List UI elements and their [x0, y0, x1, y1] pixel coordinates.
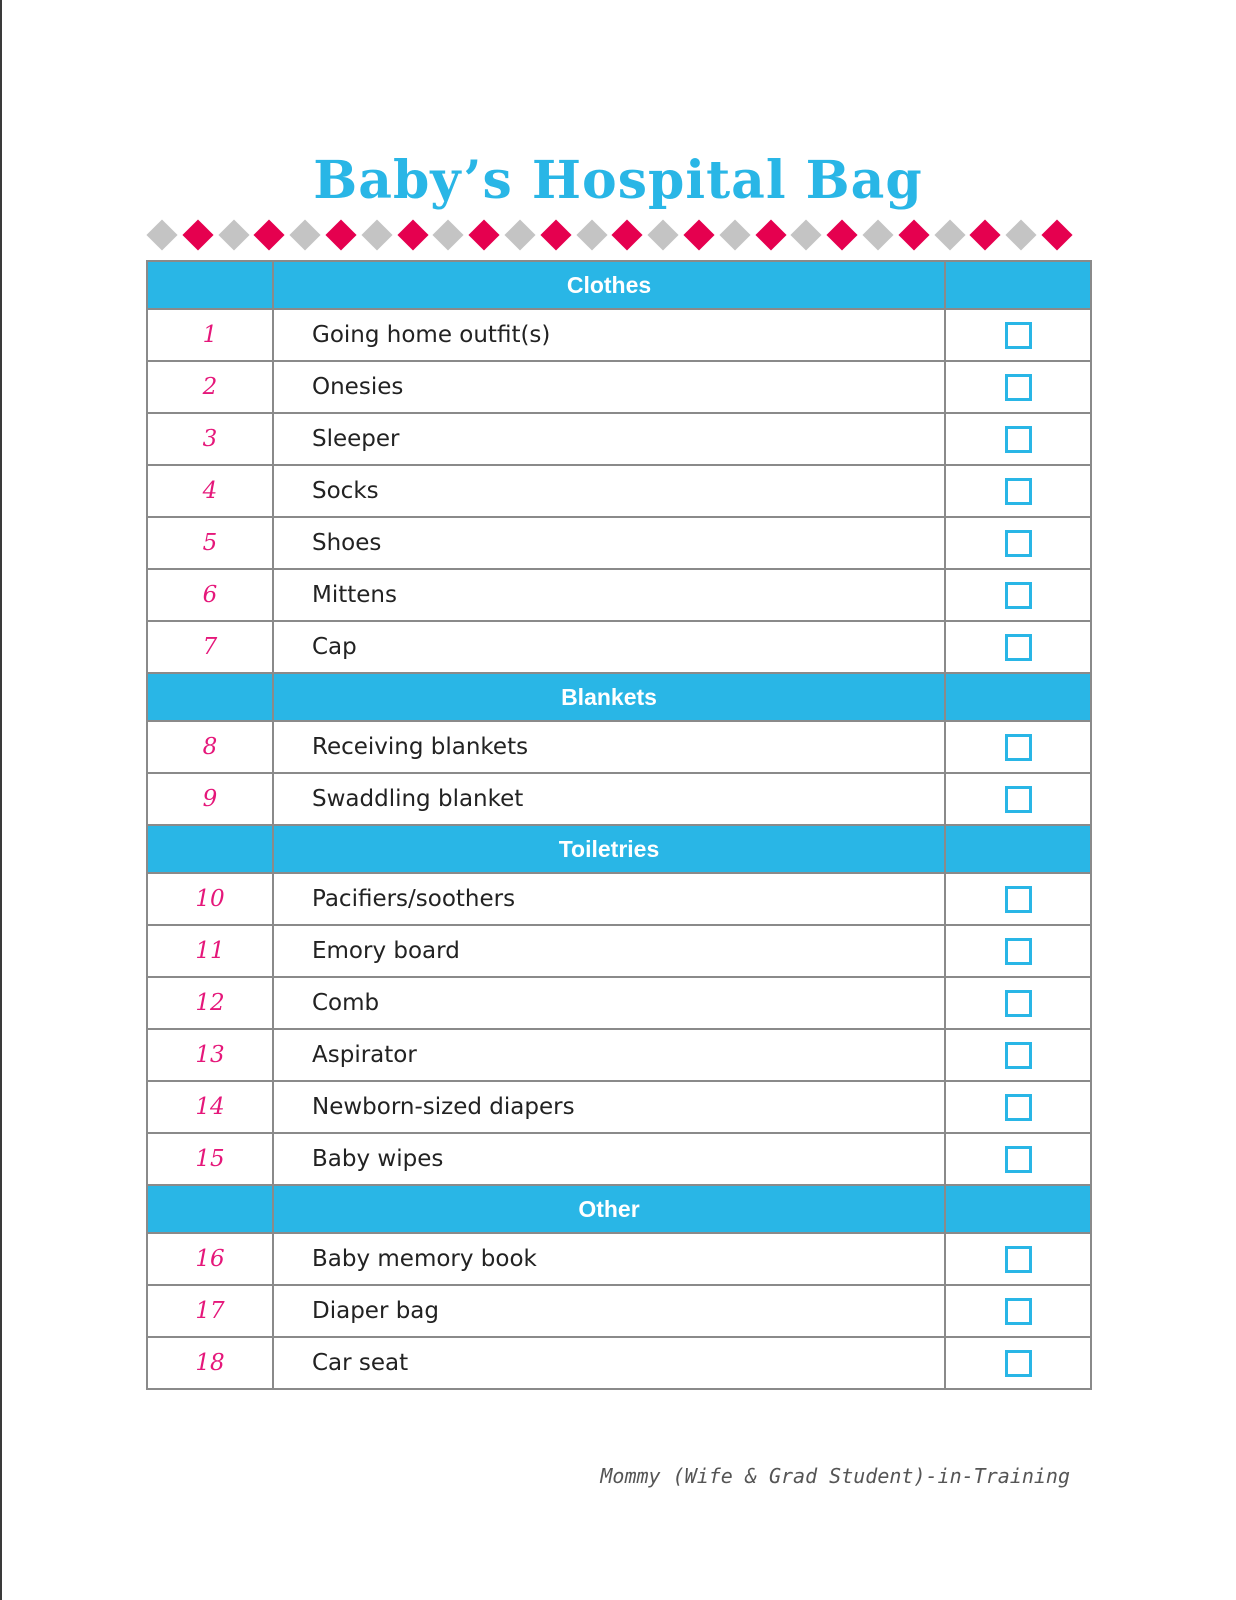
item-number: 14 [147, 1081, 273, 1133]
item-label: Sleeper [273, 413, 945, 465]
item-label: Newborn-sized diapers [273, 1081, 945, 1133]
checkbox[interactable] [1005, 478, 1032, 505]
diamond-pink [683, 219, 714, 250]
item-number: 16 [147, 1233, 273, 1285]
item-number: 1 [147, 309, 273, 361]
item-check-cell [945, 1337, 1091, 1389]
item-number: 15 [147, 1133, 273, 1185]
page-title: Baby’s Hospital Bag [313, 150, 923, 211]
checkbox[interactable] [1005, 786, 1032, 813]
checklist-row [147, 621, 1091, 673]
checklist-row [147, 517, 1091, 569]
checkbox[interactable] [1005, 938, 1032, 965]
diamond-gray [1006, 219, 1037, 250]
checklist-row [147, 413, 1091, 465]
diamond-pink [469, 219, 500, 250]
item-label: Aspirator [273, 1029, 945, 1081]
checklist-row [147, 569, 1091, 621]
item-label: Going home outfit(s) [273, 309, 945, 361]
checklist-row [147, 773, 1091, 825]
item-check-cell [945, 1081, 1091, 1133]
diamond-pink [755, 219, 786, 250]
checklist-row [147, 873, 1091, 925]
item-number: 4 [147, 465, 273, 517]
checkbox[interactable] [1005, 530, 1032, 557]
section-header-blank [945, 261, 1091, 309]
section-header-row [147, 825, 1091, 873]
checklist-table [146, 260, 1092, 1390]
section-header-blank [147, 825, 273, 873]
item-label: Mittens [273, 569, 945, 621]
checkbox[interactable] [1005, 582, 1032, 609]
diamond-gray [791, 219, 822, 250]
diamond-gray [504, 219, 535, 250]
diamond-pink [612, 219, 643, 250]
checklist-row [147, 1081, 1091, 1133]
item-check-cell [945, 621, 1091, 673]
item-check-cell [945, 517, 1091, 569]
item-number: 8 [147, 721, 273, 773]
item-check-cell [945, 309, 1091, 361]
item-number: 10 [147, 873, 273, 925]
section-header-title: Clothes [273, 261, 945, 309]
item-label: Receiving blankets [273, 721, 945, 773]
checkbox[interactable] [1005, 1246, 1032, 1273]
item-check-cell [945, 721, 1091, 773]
checklist-row [147, 977, 1091, 1029]
item-check-cell [945, 925, 1091, 977]
item-check-cell [945, 773, 1091, 825]
diamond-pink [540, 219, 571, 250]
diamond-gray [433, 219, 464, 250]
page-edge-line [0, 0, 2, 1600]
section-header-blank [147, 673, 273, 721]
checklist-row [147, 309, 1091, 361]
checkbox[interactable] [1005, 634, 1032, 661]
checkbox[interactable] [1005, 1146, 1032, 1173]
section-header-blank [147, 261, 273, 309]
checkbox[interactable] [1005, 1350, 1032, 1377]
item-check-cell [945, 1029, 1091, 1081]
diamond-gray [146, 219, 177, 250]
checkbox[interactable] [1005, 990, 1032, 1017]
checklist-row [147, 1337, 1091, 1389]
diamond-pink [182, 219, 213, 250]
section-header-title: Toiletries [273, 825, 945, 873]
diamond-gray [218, 219, 249, 250]
item-number: 17 [147, 1285, 273, 1337]
item-number: 18 [147, 1337, 273, 1389]
item-label: Car seat [273, 1337, 945, 1389]
item-label: Pacifiers/soothers [273, 873, 945, 925]
checklist-row [147, 1029, 1091, 1081]
section-header-blank [945, 1185, 1091, 1233]
diamond-pink [827, 219, 858, 250]
checklist-row [147, 925, 1091, 977]
item-number: 12 [147, 977, 273, 1029]
checkbox[interactable] [1005, 322, 1032, 349]
diamond-pink [898, 219, 929, 250]
item-label: Baby wipes [273, 1133, 945, 1185]
section-header-blank [147, 1185, 273, 1233]
item-label: Onesies [273, 361, 945, 413]
diamond-gray [361, 219, 392, 250]
item-label: Diaper bag [273, 1285, 945, 1337]
diamond-pink [1041, 219, 1072, 250]
diamond-gray [648, 219, 679, 250]
section-header-blank [945, 673, 1091, 721]
section-header-title: Other [273, 1185, 945, 1233]
checklist-row [147, 1233, 1091, 1285]
item-check-cell [945, 1285, 1091, 1337]
item-number: 11 [147, 925, 273, 977]
item-check-cell [945, 977, 1091, 1029]
diamond-pink [397, 219, 428, 250]
item-check-cell [945, 361, 1091, 413]
diamond-border [146, 219, 1090, 251]
item-number: 2 [147, 361, 273, 413]
item-label: Swaddling blanket [273, 773, 945, 825]
checkbox[interactable] [1005, 1094, 1032, 1121]
checklist-row [147, 1285, 1091, 1337]
section-header-row [147, 1185, 1091, 1233]
checkbox[interactable] [1005, 426, 1032, 453]
item-check-cell [945, 413, 1091, 465]
item-label: Comb [273, 977, 945, 1029]
checkbox[interactable] [1005, 886, 1032, 913]
diamond-gray [719, 219, 750, 250]
diamond-gray [576, 219, 607, 250]
diamond-gray [290, 219, 321, 250]
diamond-pink [970, 219, 1001, 250]
checkbox[interactable] [1005, 734, 1032, 761]
checkbox[interactable] [1005, 374, 1032, 401]
item-label: Socks [273, 465, 945, 517]
section-header-title: Blankets [273, 673, 945, 721]
item-number: 9 [147, 773, 273, 825]
diamond-gray [934, 219, 965, 250]
diamond-gray [862, 219, 893, 250]
checkbox[interactable] [1005, 1042, 1032, 1069]
checklist-row [147, 721, 1091, 773]
section-header-row [147, 261, 1091, 309]
item-label: Emory board [273, 925, 945, 977]
item-check-cell [945, 1133, 1091, 1185]
item-label: Shoes [273, 517, 945, 569]
item-check-cell [945, 569, 1091, 621]
item-check-cell [945, 873, 1091, 925]
checklist-row [147, 361, 1091, 413]
item-number: 6 [147, 569, 273, 621]
section-header-row [147, 673, 1091, 721]
checkbox[interactable] [1005, 1298, 1032, 1325]
section-header-blank [945, 825, 1091, 873]
checklist-row [147, 465, 1091, 517]
item-number: 13 [147, 1029, 273, 1081]
diamond-pink [254, 219, 285, 250]
item-number: 5 [147, 517, 273, 569]
item-check-cell [945, 1233, 1091, 1285]
item-number: 3 [147, 413, 273, 465]
item-check-cell [945, 465, 1091, 517]
item-number: 7 [147, 621, 273, 673]
diamond-pink [325, 219, 356, 250]
footer-credit: Mommy (Wife & Grad Student)-in-Training [600, 1464, 1070, 1488]
item-label: Cap [273, 621, 945, 673]
checklist-row [147, 1133, 1091, 1185]
item-label: Baby memory book [273, 1233, 945, 1285]
